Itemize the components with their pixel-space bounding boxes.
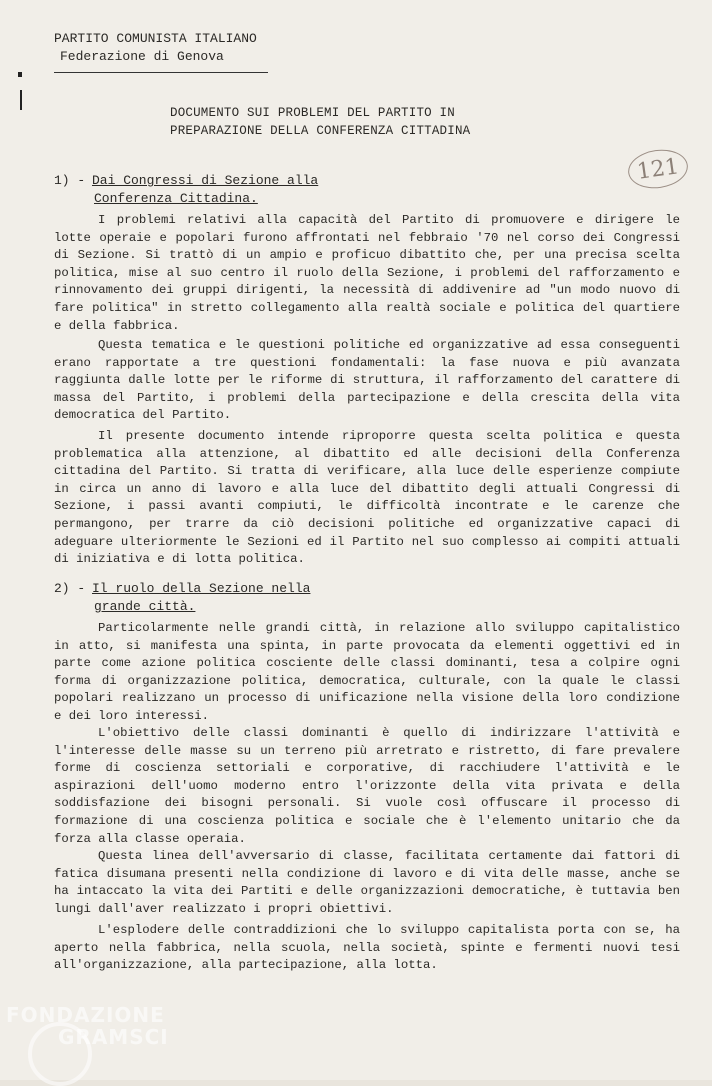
section-1-number: 1) - — [54, 173, 86, 188]
section-2-title-line-2: grande città. — [94, 599, 196, 614]
section-2-title-line-1: Il ruolo della Sezione nella — [92, 581, 311, 596]
margin-mark — [18, 72, 22, 77]
paragraph: L'esplodere delle contraddizioni che lo sviluppo capitalista porta con se, ha aperto nella fabbrica, nella scuola, nella società, spinte e fermenti nuovi tesi all'organizzazione, alla partecipazione, alla lotta. — [54, 923, 680, 973]
federation-name: Federazione di Genova — [60, 49, 224, 64]
section-1-heading — [54, 172, 318, 208]
folio-number: 121 — [626, 146, 691, 192]
section-2-heading — [54, 580, 310, 616]
margin-mark — [20, 90, 22, 110]
watermark-line-2: GRAMSCI — [58, 1025, 169, 1049]
watermark-logo — [6, 1004, 169, 1048]
section-1-title-line-2: Conferenza Cittadina. — [94, 191, 258, 206]
section-1-title-line-1: Dai Congressi di Sezione alla — [92, 173, 319, 188]
title-line-2: PREPARAZIONE DELLA CONFERENZA CITTADINA — [170, 124, 471, 138]
paragraph: Questa tematica e le questioni politiche ed organizzative ad essa conseguenti erano rapportate a tre questioni fondamentali: la fase nuova e più avanzata raggiunta dalle lotte per le riforme di struttura, il rafforzamento del carattere di massa del Partito, i problemi della partecipazione e della crescita della vita democratica del Partito. — [54, 338, 680, 423]
paragraph: L'obiettivo delle classi dominanti è quello di indirizzare l'attività e l'interesse delle masse su un terreno più arretrato e ristretto, di fare prevalere forme di coscienza settoriali e corporative, di racchiudere l'attività e le aspirazioni dell'uomo moderno entro l'orizzonte della vita privata e della soddisfazione dei bisogni personali. Si vuole così offuscare il processo di formazione di una coscienza politica e sociale che è l'elemento unitario che da forza alla classe operaia. — [54, 726, 680, 846]
party-name: PARTITO COMUNISTA ITALIANO — [54, 31, 257, 46]
paragraph: Questa linea dell'avversario di classe, facilitata certamente dai fattori di fatica disumana presenti nella condizione di lavoro e di vita delle masse, anche se ha intaccato la vita dei Partiti e delle organizzazioni democratiche, è tuttavia ben lungi dall'aver realizzato i propri obiettivi. — [54, 849, 680, 916]
section-2-number: 2) - — [54, 581, 86, 596]
title-line-1: DOCUMENTO SUI PROBLEMI DEL PARTITO IN — [170, 106, 455, 120]
letterhead — [54, 30, 268, 73]
watermark-line-1: FONDAZIONE — [6, 1003, 165, 1027]
letterhead-rule — [54, 72, 268, 73]
paragraph: Particolarmente nelle grandi città, in relazione allo sviluppo capitalistico in atto, si manifesta una spinta, in parte provocata da elementi oggettivi ed in parte come azione politica cosciente delle classi dominanti, tesa a colpire ogni forma di organizzazione politica, democratica, culturale, con la quale le classi popolari realizzano un processo di unificazione nella visione della loro condizione e dei loro interessi. — [54, 621, 680, 723]
document-title — [170, 104, 470, 140]
paragraph: I problemi relativi alla capacità del Partito di promuovere e dirigere le lotte operaie e popolari furono affrontati nel febbraio '70 nel corso dei Congressi di Sezione. Si trattò di un ampio e proficuo dibattito che, per una precisa scelta politica, mise al suo centro il ruolo della Sezione, i problemi del rafforzamento e rinnovamento dei gruppi dirigenti, la necessità di addivenire ad "un modo nuovo di fare politica" in stretto collegamento alla realtà sociale e politica del quartiere e della fabbrica. — [54, 213, 680, 333]
paragraph: Il presente documento intende riproporre questa scelta politica e questa problematica alla attenzione, al dibattito ed alle decisioni della Conferenza cittadina del Partito. Si tratta di verificare, alla luce delle esperienze compiute in circa un anno di lavoro e alla luce del dibattito degli attuali Congressi di Sezione, i passi avanti compiuti, le difficoltà incontrate e le carenze che permangono, per trarre da ciò decisioni politiche ed organizzative capaci di adeguare ulteriormente le Sezioni ed il Partito nel suo complesso ai compiti attuali di iniziativa e di lotta politica. — [54, 429, 680, 567]
